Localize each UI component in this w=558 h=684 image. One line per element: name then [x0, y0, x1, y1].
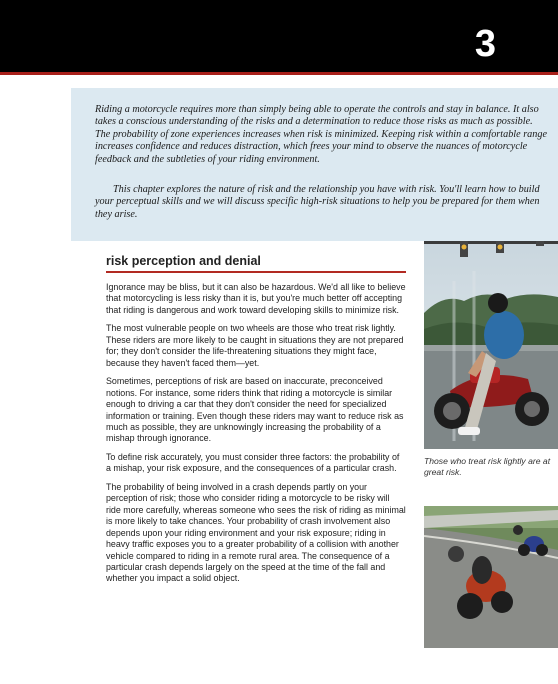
- intro-paragraph-1: Riding a motorcycle requires more than simply being able to operate the controls and stay in balance. It also takes a conscious understanding of the risks and a determination to reduce those risks as much as possible. The probability of zone experiences increases when risk is minimized. Keeping risk within a comfortable range increases confidence and reduces distraction, which frees your mind to observe the nuances of motorcycle feedback and the subtleties of your riding environment.: [95, 104, 547, 165]
- chapter-intro-box: [71, 88, 558, 241]
- photo-riders-cornering: [424, 506, 558, 648]
- body-paragraph-4: To define risk accurately, you must consider three factors: the probability of a mishap, your risk exposure, and the consequences of a particular crash.: [106, 451, 400, 474]
- chapter-header-bar: [0, 0, 558, 72]
- section-body: [106, 282, 406, 592]
- intro-paragraph-2: This chapter explores the nature of risk and the relationship you have with risk. You'll learn how to build your perceptual skills and we will discuss specific high-risk situations to help you be prepared for them when they arise.: [95, 184, 540, 220]
- section-heading: risk perception and denial: [106, 254, 261, 268]
- photo-caption: Those who treat risk lightly are at great risk.: [424, 456, 551, 477]
- photo-rider-at-intersection: [424, 241, 558, 449]
- header-accent-rule: [0, 72, 558, 75]
- section-heading-rule: [106, 271, 406, 273]
- body-paragraph-5: The probability of being involved in a crash depends partly on your perception of risk; those who consider riding a motorcycle to be risky will ride more carefully, whereas someone who sees the risk of riding as minimal is more likely to take chances. Your probability of crash involvement also depends upon your riding environment and your risk exposure; riding in heavy traffic exposes you to a greater probability of a collision with another vehicle compared to riding in a remote rural area. The consequence of a particular crash depends largely on the speed at the time of the fall and whether you impact a solid object.: [106, 481, 406, 584]
- body-paragraph-3: Sometimes, perceptions of risk are based on inaccurate, preconceived notions. For instance, some riders think that riding a motorcycle is similar enough to driving a car that they don't consider the need for specialized information or training. Even though these riders may want to reduce risk as much as possible, they are unknowingly increasing the probability of a mishap through ignorance.: [106, 376, 404, 444]
- body-paragraph-2: The most vulnerable people on two wheels are those who treat risk lightly. These riders are more likely to be caught in situations they are not prepared for; they don't consider the life-threatening situations they might face, because they haven't faced them—yet.: [106, 323, 404, 368]
- body-paragraph-1: Ignorance may be bliss, but it can also be hazardous. We'd all like to believe that motorcycling is less risky than it is, but you're much better off accepting that riding is dangerous and work toward developing skills to minimize risk.: [106, 282, 406, 315]
- chapter-number: 3: [474, 23, 496, 65]
- photo-cornering-image: [424, 506, 558, 648]
- photo-rider-image: [424, 241, 558, 449]
